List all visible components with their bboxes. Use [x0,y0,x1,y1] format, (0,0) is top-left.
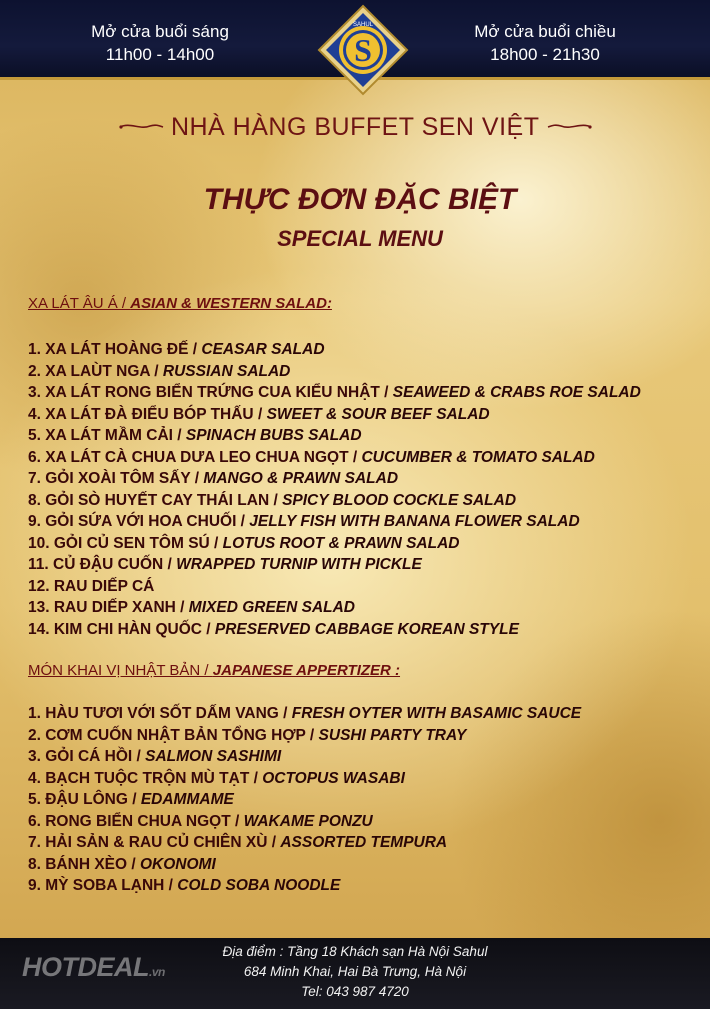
item-name-english: OKONOMI [139,855,216,873]
item-name-english: SEAWEED & CRABS ROE SALAD [392,384,641,401]
watermark-suffix: .vn [149,965,165,979]
list-item: 7. HẢI SẢN & RAU CỦ CHIÊN XÙ / ASSORTED TEMPURA [28,834,448,851]
phone-number: Tel: 043 987 4720 [301,984,409,999]
address-line-2: 684 Minh Khai, Hai Bà Trưng, Hà Nội [243,964,467,979]
list-item: 8. GỎI SÒ HUYẾT CAY THÁI LAN / SPICY BLOOD COCKLE SALAD [28,491,517,509]
item-name-vietnamese: 13. RAU DIẾP XANH [28,599,176,616]
list-item: 1. HÀU TƯƠI VỚI SỐT DẤM VANG / FRESH OYTER WITH BASAMIC SAUCE [28,705,582,722]
item-name-english: ASSORTED TEMPURA [280,834,448,851]
item-name-vietnamese: 8. BÁNH XÈO [28,855,128,873]
list-item: 14. KIM CHI HÀN QUỐC / PRESERVED CABBAGE KOREAN STYLE [28,620,519,638]
japanese-list [28,703,581,897]
left-flourish-icon [118,121,164,131]
japanese-heading-vietnamese: MÓN KHAI VỊ NHẬT BẢN / [28,662,213,679]
item-name-english: JELLY FISH WITH BANANA FLOWER SALAD [249,513,580,530]
item-name-vietnamese: 10. GỎI CỦ SEN TÔM SÚ [28,534,210,552]
item-name-english: RUSSIAN SALAD [162,362,291,380]
item-name-vietnamese: 9. GỎI SỨA VỚI HOA CHUỐI [28,513,237,530]
morning-hours-block [40,20,280,66]
hotdeal-watermark [22,952,165,983]
salad-section-heading [28,295,332,312]
list-item: 4. XA LÁT ĐÀ ĐIỂU BÓP THẤU / SWEET & SOUR BEEF SALAD [28,405,490,423]
morning-hours-time: 11h00 - 14h00 [105,45,215,64]
salad-heading-english: ASIAN & WESTERN SALAD: [130,295,332,312]
item-name-english: PRESERVED CABBAGE KOREAN STYLE [214,620,519,638]
item-name-vietnamese: 14. KIM CHI HÀN QUỐC [28,620,202,638]
item-name-vietnamese: 3. GỎI CÁ HỒI [28,748,133,765]
japanese-heading-english: JAPANESE APPERTIZER : [212,662,401,679]
list-item [28,576,641,598]
item-name-english: COLD SOBA NOODLE [177,877,341,894]
item-name-vietnamese: 11. CỦ ĐẬU CUỐN [28,556,164,573]
morning-hours-label: Mở cửa buổi sáng [91,22,229,41]
item-name-vietnamese: 9. MỲ SOBA LẠNH [28,877,165,894]
restaurant-name: NHÀ HÀNG BUFFET SEN VIỆT [170,113,540,141]
item-name-english: CUCUMBER & TOMATO SALAD [361,448,595,466]
item-name-english: EDAMMAME [140,791,234,808]
right-flourish-icon [547,121,593,131]
list-item: 13. RAU DIẾP XANH / MIXED GREEN SALAD [28,599,356,616]
list-item: 5. ĐẬU LÔNG / EDAMMAME [28,791,234,808]
list-item: 7. GỎI XOÀI TÔM SẤY / MANGO & PRAWN SALAD [28,470,399,487]
evening-hours-time: 18h00 - 21h30 [490,45,600,64]
item-name-english: MANGO & PRAWN SALAD [203,470,399,487]
list-item: 8. BÁNH XÈO / OKONOMI [28,855,216,873]
item-name-vietnamese: 6. XA LÁT CÀ CHUA DƯA LEO CHUA NGỌT [28,448,349,466]
item-name-vietnamese: 1. XA LÁT HOÀNG ĐẾ [28,341,189,358]
salad-heading-vietnamese: XA LÁT ÂU Á / [28,295,131,312]
footer-address [165,942,545,1002]
item-name-vietnamese: 4. BẠCH TUỘC TRỘN MÙ TẠT [28,769,250,787]
list-item: 2. XA LAÙT NGA / RUSSIAN SALAD [28,362,291,380]
list-item: 9. MỲ SOBA LẠNH / COLD SOBA NOODLE [28,877,341,894]
item-name-vietnamese: 7. HẢI SẢN & RAU CỦ CHIÊN XÙ [28,834,268,851]
item-name-english: SALMON SASHIMI [145,748,282,765]
item-name-english: WAKAME PONZU [243,812,373,830]
list-item: 1. XA LÁT HOÀNG ĐẾ / CEASAR SALAD [28,341,325,358]
address-line-1: Địa điểm : Tầng 18 Khách sạn Hà Nội Sahul [222,944,488,959]
item-name-vietnamese: 2. XA LAÙT NGA [28,362,150,380]
item-name-english: CEASAR SALAD [201,341,325,358]
sahul-logo [317,4,409,96]
list-item: 9. GỎI SỨA VỚI HOA CHUỐI / JELLY FISH WITH BANANA FLOWER SALAD [28,513,580,530]
item-name-english: WRAPPED TURNIP WITH PICKLE [176,556,422,573]
item-name-vietnamese: 8. GỎI SÒ HUYẾT CAY THÁI LAN [28,491,270,509]
item-name-vietnamese: 2. CƠM CUỐN NHẬT BẢN TỔNG HỢP [28,726,306,744]
item-name-english: OCTOPUS WASABI [262,769,405,787]
item-name-vietnamese: 7. GỎI XOÀI TÔM SẤY [28,470,191,487]
list-item: 6. XA LÁT CÀ CHUA DƯA LEO CHUA NGỌT / CUCUMBER & TOMATO SALAD [28,448,595,466]
item-name-english: FRESH OYTER WITH BASAMIC SAUCE [291,705,582,722]
japanese-section-heading [28,662,400,679]
item-name-vietnamese: 5. ĐẬU LÔNG [28,791,128,808]
item-name-vietnamese: 3. XA LÁT RONG BIỂN TRỨNG CUA KIỂU NHẬT [28,384,380,401]
item-name-vietnamese: 5. XA LÁT MẦM CẢI [28,427,173,444]
list-item: 3. XA LÁT RONG BIỂN TRỨNG CUA KIỂU NHẬT / SEAWEED & CRABS ROE SALAD [28,384,641,401]
item-name-english: SUSHI PARTY TRAY [318,726,467,744]
logo-letter: S [354,32,372,68]
item-name-english: SWEET & SOUR BEEF SALAD [266,405,490,423]
item-name-english: MIXED GREEN SALAD [188,599,356,616]
logo-text: SAHUL [352,22,374,28]
evening-hours-block [425,20,665,66]
list-item: 6. RONG BIỂN CHUA NGỌT / WAKAME PONZU [28,812,373,830]
item-name-english: SPICY BLOOD COCKLE SALAD [282,491,517,509]
item-name-english: SPINACH BUBS SALAD [185,427,362,444]
evening-hours-label: Mở cửa buổi chiều [474,22,616,41]
item-name-vietnamese: 6. RONG BIỂN CHUA NGỌT [28,812,231,830]
list-item: 5. XA LÁT MẦM CẢI / SPINACH BUBS SALAD [28,427,362,444]
restaurant-name-line [0,113,710,142]
watermark-text: HOTDEAL [22,952,149,982]
list-item: 2. CƠM CUỐN NHẬT BẢN TỔNG HỢP / SUSHI PARTY TRAY [28,726,467,744]
menu-title-vietnamese: THỰC ĐƠN ĐẶC BIỆT [203,183,517,216]
list-item: 3. GỎI CÁ HỒI / SALMON SASHIMI [28,748,282,765]
item-name-vietnamese: 12. RAU DIẾP CÁ [28,577,155,595]
item-name-vietnamese: 4. XA LÁT ĐÀ ĐIỂU BÓP THẤU [28,405,254,423]
list-item: 11. CỦ ĐẬU CUỐN / WRAPPED TURNIP WITH PICKLE [28,556,422,573]
list-item: 4. BẠCH TUỘC TRỘN MÙ TẠT / OCTOPUS WASABI [28,769,405,787]
menu-title-english: SPECIAL MENU [277,226,443,251]
list-item: 10. GỎI CỦ SEN TÔM SÚ / LOTUS ROOT & PRAWN SALAD [28,534,460,552]
item-name-vietnamese: 1. HÀU TƯƠI VỚI SỐT DẤM VANG [28,705,279,722]
item-name-english: LOTUS ROOT & PRAWN SALAD [222,534,460,552]
footer [0,938,710,1009]
salad-list [28,339,641,640]
